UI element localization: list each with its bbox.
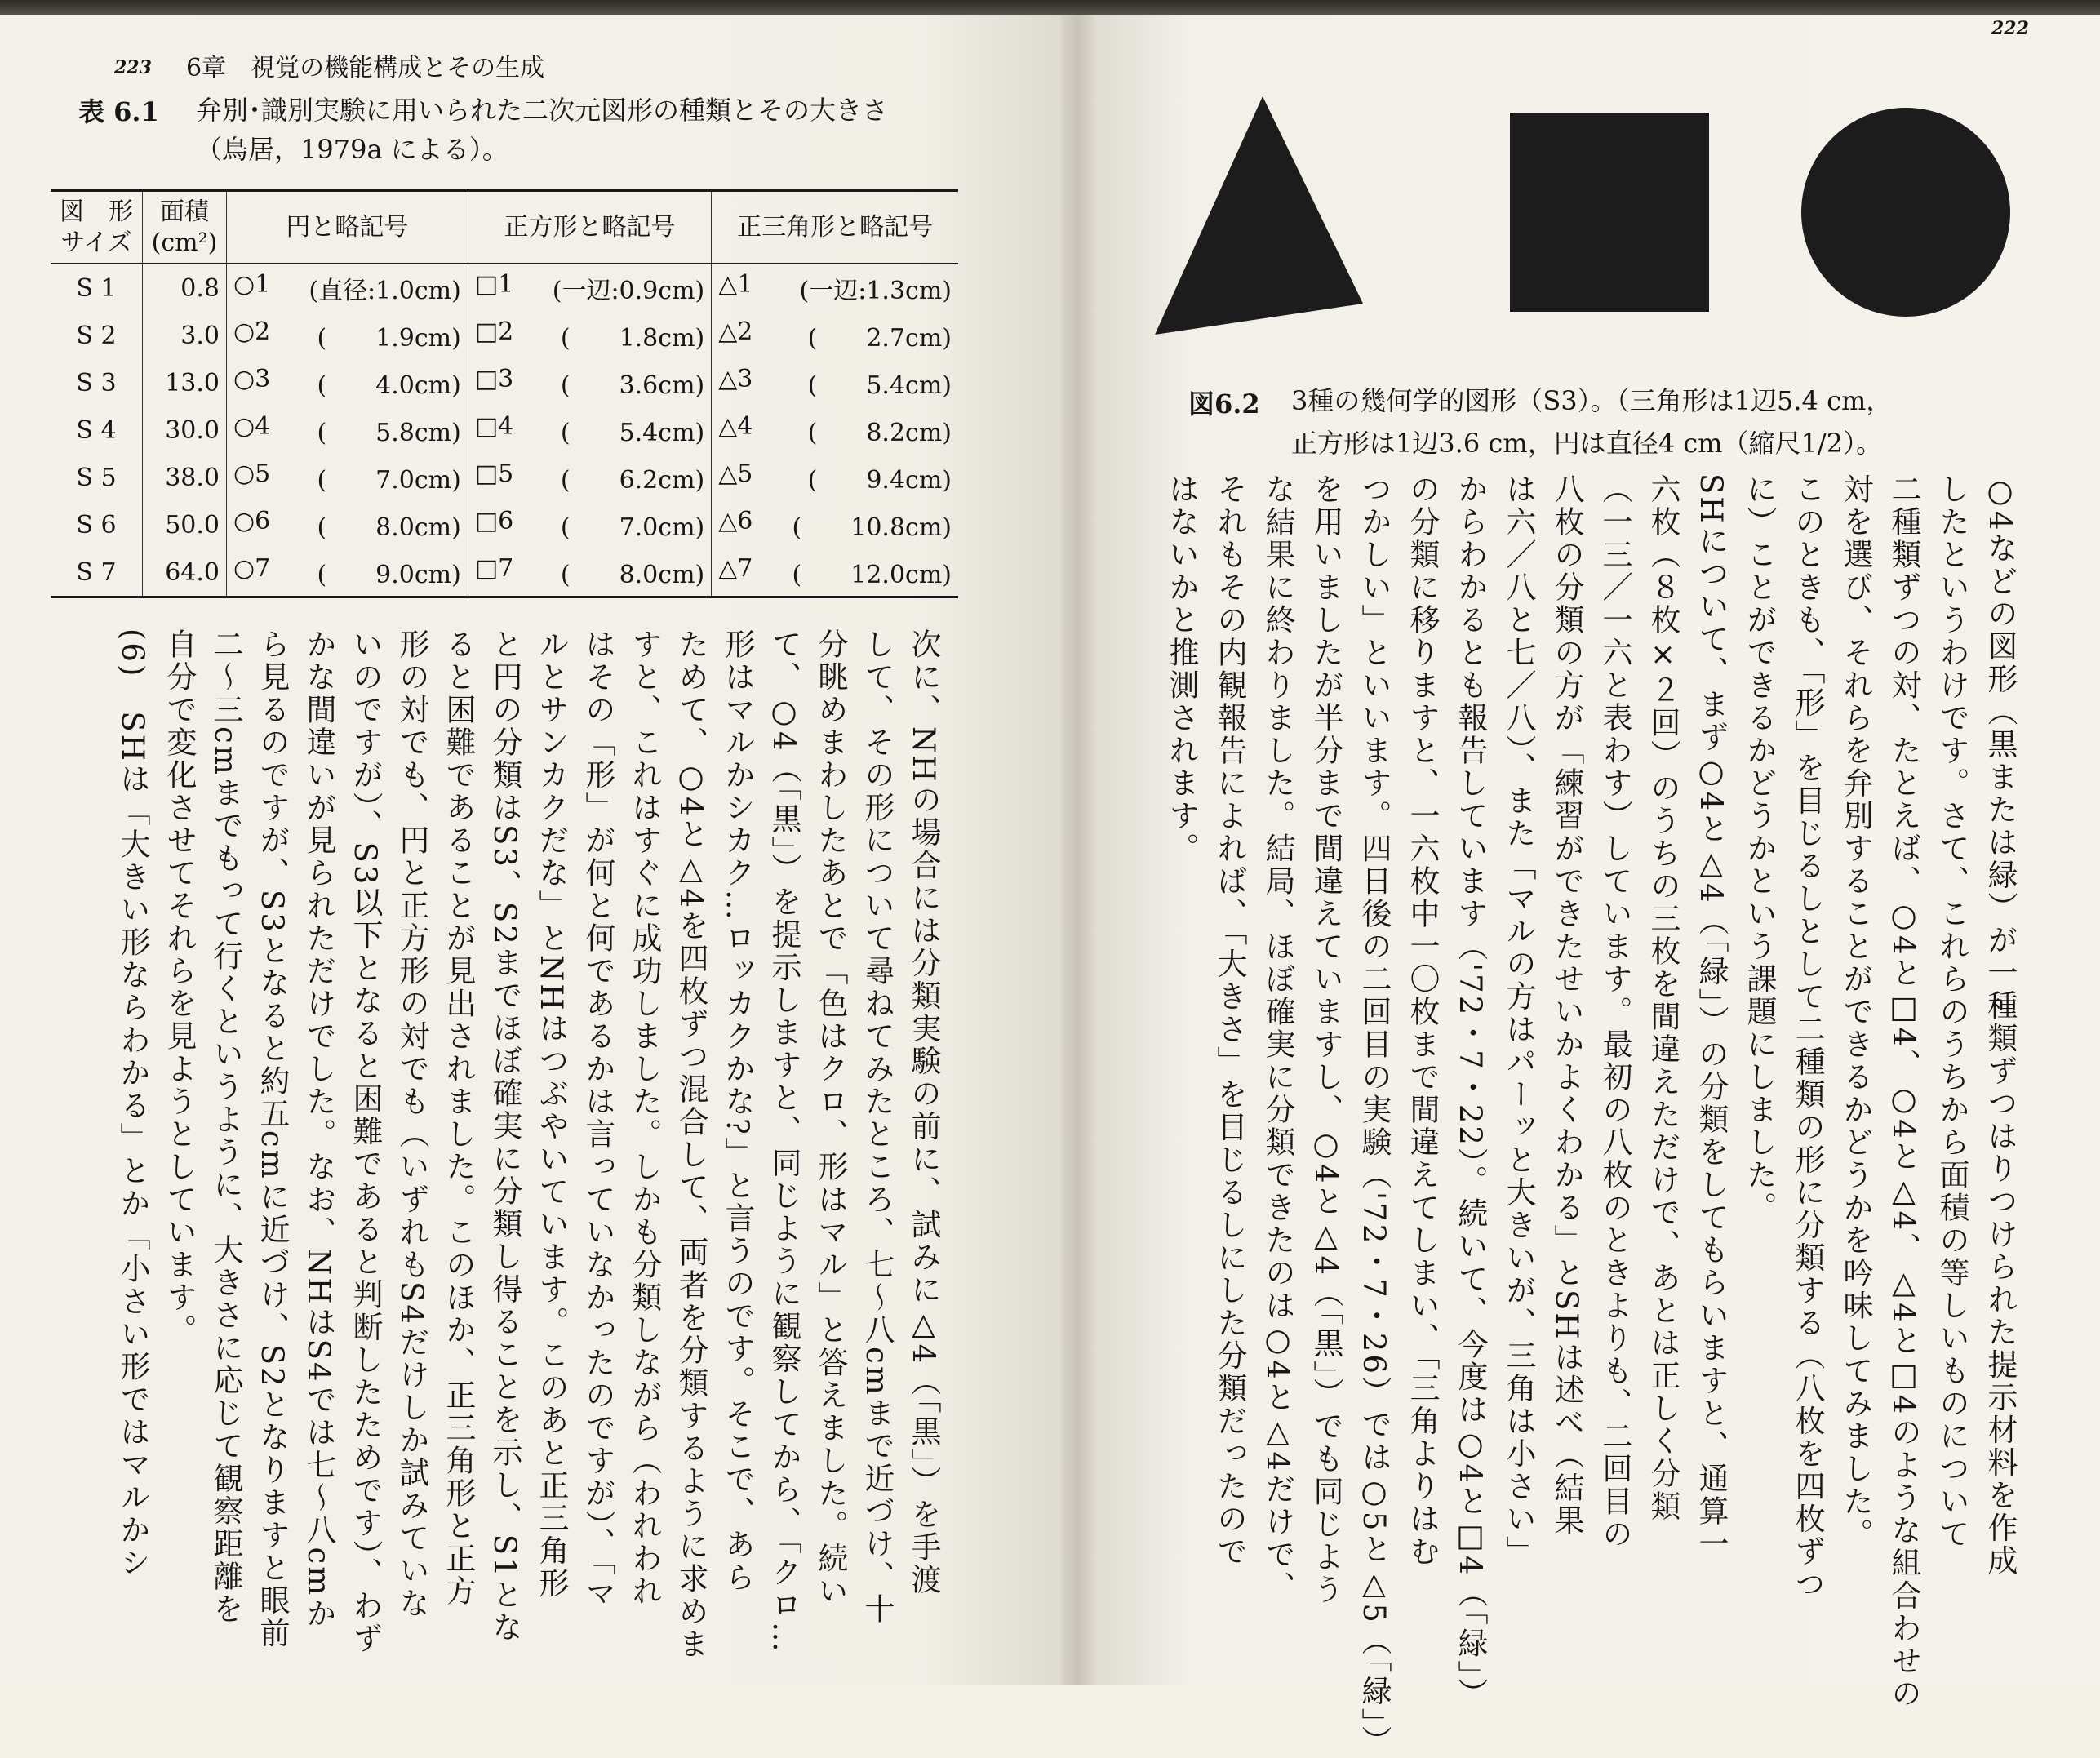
triangle-cell: △5 ( 9.4cm): [712, 454, 958, 501]
chapter-header: 6章 視覚の機能構成とその生成: [186, 54, 545, 82]
triangle-shape: [1155, 96, 1363, 335]
text-column: な結果に終わりました。結局、ほぼ確実に分類できたのは○4と△4だけで、: [1260, 473, 1295, 1605]
text-column: はないかと推測されます。: [1164, 473, 1199, 865]
circle-cell: ○1 (直径:1.0cm): [227, 264, 468, 312]
text-column: 二〜三cmまでもって行くというように、大きさに応じて観察距離を: [208, 628, 243, 1626]
circle-shape: [1801, 108, 2010, 317]
text-column: （一三／一六と表わす）しています。最初の八枚のときよりも、二回目の: [1597, 473, 1632, 1551]
text-column: に）ことができるかどうかという課題にしました。: [1742, 473, 1777, 1224]
text-column: ためて、○4と△4を四枚ずつ混合して、両者を分類するように求めま: [673, 628, 708, 1662]
figure-shapes: [1151, 90, 2032, 343]
circle-cell: ○2 ( 1.9cm): [227, 312, 468, 359]
size-cell: S 7: [76, 557, 117, 587]
figure-label: 図6.2: [1188, 388, 1260, 420]
area-cell: 64.0: [143, 548, 227, 597]
top-edge-shadow: [0, 0, 2100, 15]
text-column: の分類に移りますと、一六枚中一〇枚まで間違えてしまい、「三角よりはむ: [1405, 473, 1440, 1569]
text-column: 二種類ずつの対、たとえば、○4と□4、○4と△4、△4と□4のような組合わせの: [1886, 473, 1921, 1711]
text-column: ら見るのですが、S3となると約五cmに近づけ、S2となりますと眼前: [255, 628, 290, 1650]
text-column: このときも、「形」を目じるしとして二種類の形に分類する（八枚を四枚ずつ: [1790, 473, 1825, 1601]
header-size: 図 形 サイズ: [51, 191, 143, 264]
table-label: 表 6.1: [78, 96, 159, 127]
size-cell: S 2: [76, 321, 117, 350]
size-cell: S 1: [76, 273, 117, 303]
triangle-cell: △3 ( 5.4cm): [712, 359, 958, 406]
text-column: したというわけです。さて、これらのうちから面積の等しいものについて: [1934, 473, 1969, 1551]
text-column: すと、これはすぐに成功しました。しかも分類しながら（われわれ: [627, 628, 662, 1608]
text-column: ルとサンカクだな」とNHはつぶやいています。このあと正三角形: [534, 628, 569, 1600]
text-column: はその「形」が何と何であるかは言っていなかったのですが）、「マ: [580, 628, 615, 1610]
table-caption-line2: （鳥居，1979a による）。: [196, 134, 508, 165]
text-column: は六／八と七／八）、また「マルの方はパーッと大きいが、三角は小さい」: [1501, 473, 1536, 1569]
table-header-row: [51, 191, 958, 264]
area-cell: 38.0: [143, 454, 227, 501]
circle-cell: ○4 ( 5.8cm): [227, 406, 468, 454]
text-column: ると困難であることが見出されました。このほか、正三角形と正方: [441, 628, 476, 1608]
triangle-cell: △7 ( 12.0cm): [712, 548, 958, 597]
text-column: つかしい」といいます。四日後の二回目の実験（'72・7・26）では○5と△5（「緑」）: [1356, 473, 1392, 1758]
square-cell: □2 ( 1.8cm): [468, 312, 711, 359]
shape-size-table: [51, 189, 958, 598]
circle-cell: ○6 ( 8.0cm): [227, 501, 468, 548]
size-cell: S 4: [76, 415, 117, 445]
text-column: SHについて、まず○4と△4（「緑」）の分類をしてもらいますと、通算一: [1694, 473, 1729, 1560]
text-column: (6) SHは「大きい形ならわかる」とか「小さい形ではマルかシ: [115, 628, 150, 1580]
circle-cell: ○7 ( 9.0cm): [227, 548, 468, 597]
text-column: いのですが）、S3以下となると困難であると判断したためです）、わず: [348, 628, 383, 1655]
square-cell: □4 ( 5.4cm): [468, 406, 711, 454]
table-row: [51, 312, 958, 359]
circle-cell: ○5 ( 7.0cm): [227, 454, 468, 501]
text-column: 六枚（８枚×２回）のうちの三枚を間違えただけで、あとは正しく分類: [1645, 473, 1680, 1523]
text-column: して、その形について尋ねてみたところ、七〜八cmまで近づけ、十: [859, 628, 895, 1626]
text-column: を用いましたが半分まで間違えていますし、○4と△4（「黒」）でも同じよう: [1308, 473, 1343, 1607]
text-column: 形はマルかシカク…ロッカクかな?」と言うのです。そこで、あら: [720, 628, 755, 1594]
square-cell: □3 ( 3.6cm): [468, 359, 711, 406]
table-row: [51, 454, 958, 501]
book-gutter: [1061, 0, 1094, 1685]
header-triangle: 正三角形と略記号: [712, 191, 958, 264]
size-cell: S 3: [76, 368, 117, 397]
text-column: 八枚の分類の方が「練習ができたせいかよくわかる」とSHは述べ（結果: [1549, 473, 1584, 1538]
header-circle: 円と略記号: [227, 191, 468, 264]
area-cell: 30.0: [143, 406, 227, 454]
triangle-cell: △6 ( 10.8cm): [712, 501, 958, 548]
triangle-cell: △2 ( 2.7cm): [712, 312, 958, 359]
text-column: て、○4（「黒」）を提示しますと、同じように観察してから、「クロ…: [766, 628, 801, 1655]
area-cell: 50.0: [143, 501, 227, 548]
text-column: 対を選び、それらを弁別することができるかどうかを吟味してみました。: [1838, 473, 1873, 1551]
square-shape: [1510, 113, 1709, 312]
square-cell: □1 (一辺:0.9cm): [468, 264, 711, 312]
text-column: 分眺めまわしたあとで「色はクロ、形はマル」と答えました。続い: [813, 628, 848, 1608]
square-cell: □6 ( 7.0cm): [468, 501, 711, 548]
area-cell: 13.0: [143, 359, 227, 406]
figure-caption-line2: 正方形は1辺3.6 cm，円は直径4 cm（縮尺1/2）。: [1291, 428, 1882, 459]
square-cell: □7 ( 8.0cm): [468, 548, 711, 597]
size-cell: S 6: [76, 510, 117, 539]
table-row: [51, 501, 958, 548]
area-cell: 3.0: [143, 312, 227, 359]
text-column: ○4などの図形（黒または緑）が一種類ずつはりつけられた提示材料を作成: [1982, 473, 2018, 1578]
triangle-cell: △1 (一辺:1.3cm): [712, 264, 958, 312]
circle-cell: ○3 ( 4.0cm): [227, 359, 468, 406]
table-row: [51, 548, 958, 597]
text-column: 形の対でも、円と正方形の対でも（いずれもS4だけしか試みていな: [394, 628, 429, 1620]
figure-caption-line1: 3種の幾何学的図形（S3）。（三角形は1辺5.4 cm，: [1291, 385, 1893, 416]
table-row: [51, 264, 958, 312]
table-row: [51, 359, 958, 406]
text-column: それもその内観報告によれば、「大きさ」を目じるしにした分類だったので: [1212, 473, 1247, 1569]
size-cell: S 5: [76, 463, 117, 492]
left-page-number: 223: [114, 57, 152, 78]
table-row: [51, 406, 958, 454]
text-column: からわかるとも報告しています（'72・7・22）。続いて、今度は○4と□4（「緑」）: [1453, 473, 1488, 1711]
right-page-number: 222: [1991, 18, 2029, 39]
text-column: 自分で変化させてそれらを見ようとしています。: [162, 628, 197, 1347]
area-cell: 0.8: [143, 264, 227, 312]
triangle-cell: △4 ( 8.2cm): [712, 406, 958, 454]
square-cell: □5 ( 6.2cm): [468, 454, 711, 501]
header-square: 正方形と略記号: [468, 191, 711, 264]
text-column: かな間違いが見られただけでした。なお、NHはS4では七〜八cmか: [301, 628, 336, 1631]
table-caption-line1: 弁別･識別実験に用いられた二次元図形の種類とその大きさ: [196, 95, 889, 126]
text-column: 次に、NHの場合には分類実験の前に、試みに△4（「黒」）を手渡: [906, 628, 941, 1597]
header-area: 面積 (cm²): [143, 191, 227, 264]
text-column: と円の分類はS3、S2までほぼ確実に分類し得ることを示し、S1とな: [487, 628, 522, 1645]
